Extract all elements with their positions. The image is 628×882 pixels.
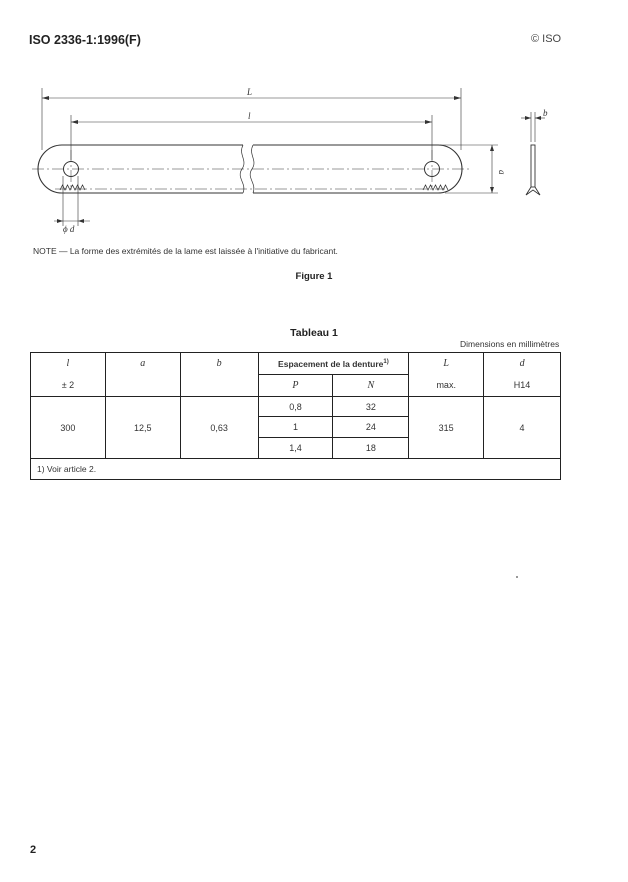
value-N: 32 [333,397,409,417]
table-units: Dimensions en millimètres [460,339,560,349]
value-P: 1,4 [258,438,333,459]
table-title: Tableau 1 [290,327,338,339]
label-d: ϕ d [63,224,75,234]
figure-caption: Figure 1 [295,271,333,282]
header-l-tolerance: ± 2 [31,375,106,397]
value-d: 4 [484,397,561,459]
header-a: a [105,353,180,375]
dimension-l [71,115,432,160]
header-espacement [258,353,409,375]
scan-speck [516,576,518,578]
header-P: P [258,375,333,397]
copyright-mark: © ISO [531,33,562,45]
header-L-sub: max. [409,375,484,397]
value-l: 300 [31,397,106,459]
label-b: b [543,108,548,118]
center-lines [32,150,472,190]
header-b-blank [180,375,258,397]
header-L: L [409,353,484,375]
header-b: b [180,353,258,375]
dimensions-table [30,352,561,480]
label-l: l [248,111,251,121]
value-P: 0,8 [258,397,333,417]
value-a: 12,5 [105,397,180,459]
header-a-blank [105,375,180,397]
value-N: 18 [333,438,409,459]
figure-note: NOTE — La forme des extrémités de la lame est laissée à l'initiative du fabricant. [33,246,338,256]
header-espacement-text: Espacement de la denture [278,358,384,369]
header-d-sub: H14 [484,375,561,397]
value-P: 1 [258,417,333,438]
header-l: l [31,353,106,375]
side-view [521,112,545,195]
header-espacement-note: 1) [383,358,389,365]
label-a: a [497,170,507,175]
value-N: 24 [333,417,409,438]
dimension-d [54,176,90,226]
document-id: ISO 2336-1:1996(F) [29,33,141,47]
header-d: d [484,353,561,375]
header-N: N [333,375,409,397]
label-L: L [247,87,253,97]
value-L: 315 [409,397,484,459]
value-b: 0,63 [180,397,258,459]
page-number: 2 [30,844,37,856]
dimension-L [42,88,461,150]
table-footnote: 1) Voir article 2. [31,459,561,480]
